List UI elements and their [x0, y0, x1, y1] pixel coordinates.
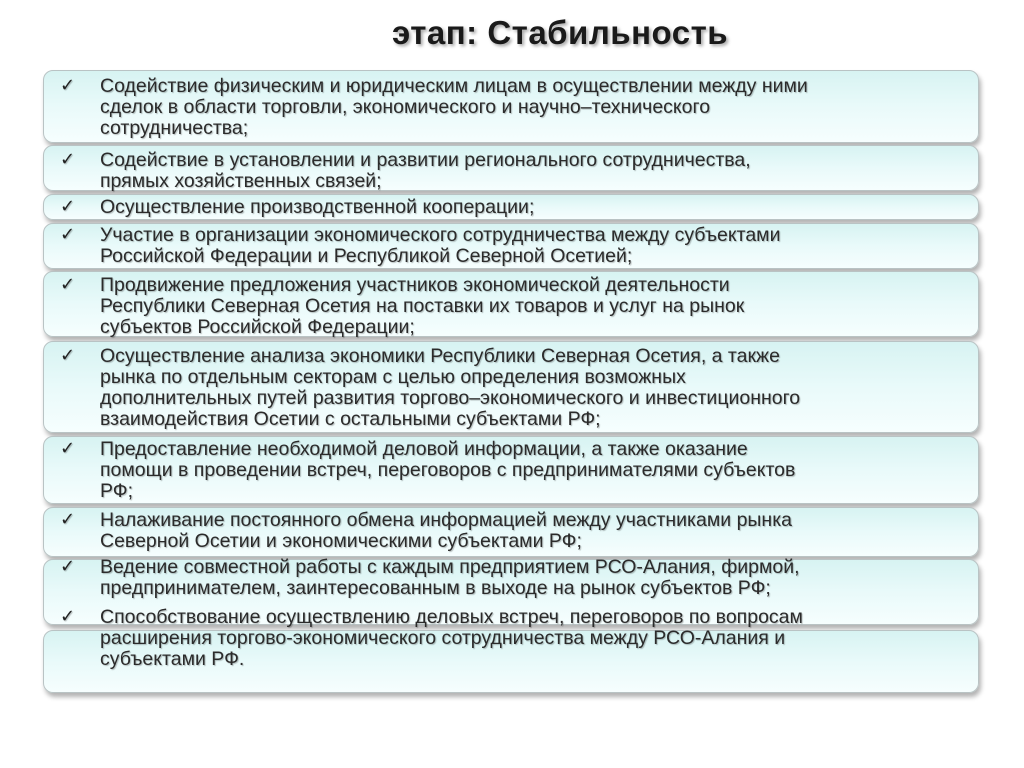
checkmark-icon: ✓: [60, 75, 76, 96]
checkmark-icon: ✓: [60, 509, 76, 530]
checkmark-icon: ✓: [60, 149, 76, 170]
checkmark-icon: ✓: [60, 345, 76, 366]
checkmark-icon: ✓: [60, 556, 76, 577]
list-item: [60, 346, 960, 430]
list-item-text: Предоставление необходимой деловой информации, а также оказание помощи в проведении встреч, переговоров с предпринимателями субъектов РФ;: [100, 438, 796, 502]
checkmark-icon: ✓: [60, 196, 76, 217]
list-item: [60, 150, 960, 192]
list-item: [60, 225, 960, 267]
list-item-text: Продвижение предложения участников экономической деятельности Республики Северная Осетия на поставки их товаров и услуг на рынок субъектов Российской Федерации;: [100, 274, 745, 338]
list-item: [60, 439, 960, 502]
slide-title: этап: Стабильность: [391, 14, 729, 51]
list-item: [60, 76, 960, 139]
list-item-text: Осуществление анализа экономики Республики Северная Осетия, а также рынка по отдельным секторам с целью определения возможных дополнительных путей развития торгово–экономического и инвестиционного взаимодействия Осетии с остальными субъектами РФ;: [100, 345, 801, 430]
list-item: [60, 510, 960, 552]
checkmark-icon: ✓: [60, 224, 76, 245]
list-item-text: Способствование осуществлению деловых встреч, переговоров по вопросам расширения торгово-экономического сотрудничества между РСО-Алания и субъектами РФ.: [100, 606, 803, 670]
list-item-text: Участие в организации экономического сотрудничества между субъектами Российской Федерации и Республикой Северной Осетией;: [100, 224, 781, 267]
list-item-text: Содействие в установлении и развитии регионального сотрудничества, прямых хозяйственных связей;: [100, 149, 751, 192]
list-item: [60, 557, 960, 599]
list-item-text: Осуществление производственной кооперации;: [100, 196, 535, 218]
checkmark-icon: ✓: [60, 274, 76, 295]
list-item-text: Ведение совместной работы с каждым предприятием РСО-Алания, фирмой, предпринимателем, заинтересованным в выходе на рынок субъектов РФ;: [100, 556, 800, 599]
list-item: [60, 275, 960, 338]
list-item-text: Содействие физическим и юридическим лицам в осуществлении между ними сделок в области торговли, экономического и научно–технического сотрудничества;: [100, 75, 808, 139]
checkmark-icon: ✓: [60, 438, 76, 459]
list-item: [60, 607, 960, 670]
list-item-text: Налаживание постоянного обмена информацией между участниками рынка Северной Осетии и экономическими субъектами РФ;: [100, 509, 793, 552]
list-item: [60, 197, 960, 218]
checkmark-icon: ✓: [60, 606, 76, 627]
